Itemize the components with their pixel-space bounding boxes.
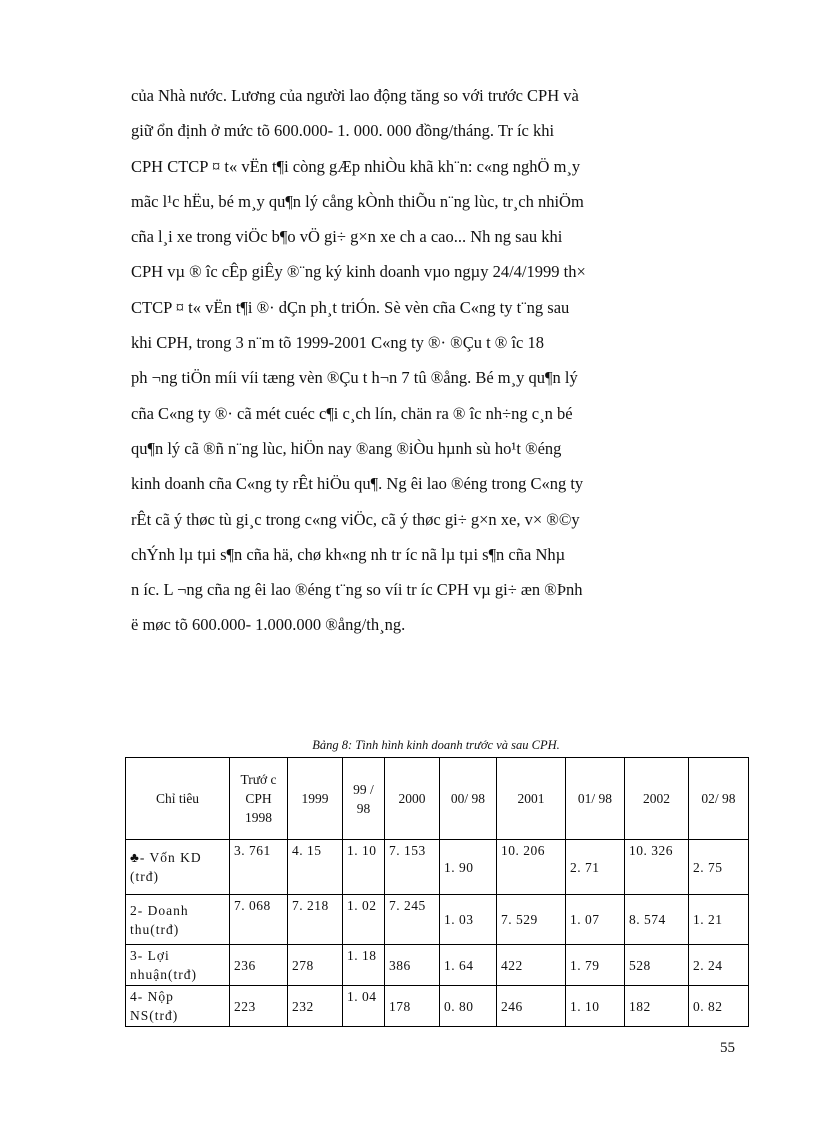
row-label: 3- Lợi nhuận(trđ) xyxy=(126,945,230,986)
business-results-table xyxy=(125,757,749,1027)
table-cell: 2. 24 xyxy=(689,945,749,986)
body-paragraph xyxy=(131,78,743,643)
body-line: khi CPH, trong 3 n¨m tõ 1999-2001 C«ng ty ®· ®Çu t ® îc 18 xyxy=(131,333,544,353)
table-cell: 232 xyxy=(288,986,343,1027)
table-cell: 4. 15 xyxy=(288,840,343,895)
body-line: giữ ổn định ở mức tõ 600.000- 1. 000. 000 đồng/tháng. Tr íc khi xyxy=(131,121,555,141)
row-label: 4- Nộp NS(trđ) xyxy=(126,986,230,1027)
table-cell: 422 xyxy=(497,945,566,986)
column-header: 1999 xyxy=(288,758,343,840)
page-number: 55 xyxy=(720,1040,735,1056)
table-cell: 1. 04 xyxy=(343,986,385,1027)
table-cell: 10. 326 xyxy=(625,840,689,895)
body-line: cña l¸i xe trong viÖc b¶o vÖ gi÷ g×n xe ch a cao... Nh ng sau khi xyxy=(131,227,563,247)
table-cell: 1. 10 xyxy=(566,986,625,1027)
table-cell: 182 xyxy=(625,986,689,1027)
table-cell: 7. 245 xyxy=(385,895,440,945)
table-cell: 1. 79 xyxy=(566,945,625,986)
column-header: 99 / 98 xyxy=(343,758,385,840)
table-cell: 0. 80 xyxy=(440,986,497,1027)
body-line: mãc l¹c hËu, bé m¸y qu¶n lý cång kÒnh thiÕu n¨ng lùc, tr¸ch nhiÖm xyxy=(131,191,584,211)
table-cell: 10. 206 xyxy=(497,840,566,895)
column-header: 01/ 98 xyxy=(566,758,625,840)
table-cell: 386 xyxy=(385,945,440,986)
table-cell: 7. 218 xyxy=(288,895,343,945)
body-line: ë møc tõ 600.000- 1.000.000 ®ång/th¸ng. xyxy=(131,615,406,635)
table-cell: 2. 75 xyxy=(689,840,749,895)
column-header: Trướ c CPH 1998 xyxy=(230,758,288,840)
body-line: chÝnh lµ tµi s¶n cña hä, chø kh«ng nh tr íc nã lµ tµi s¶n cña Nhµ xyxy=(131,544,566,564)
table-cell: 246 xyxy=(497,986,566,1027)
table-cell: 1. 03 xyxy=(440,895,497,945)
body-line: cña C«ng ty ®· cã mét cuéc c¶i c¸ch lín, chän ra ® îc nh÷ng c¸n bé xyxy=(131,403,573,423)
row-label: ♣- Vốn KD (trđ) xyxy=(126,840,230,895)
table-cell: 178 xyxy=(385,986,440,1027)
body-line: rÊt cã ý thøc tù gi¸c trong c«ng viÖc, cã ý thøc gi÷ g×n xe, v× ®©y xyxy=(131,509,580,529)
table-row xyxy=(126,840,749,895)
table-cell: 7. 529 xyxy=(497,895,566,945)
body-line: n íc. L ¬ng cña ng êi lao ®éng t¨ng so víi tr íc CPH vµ gi÷ æn ®Þnh xyxy=(131,580,583,600)
table-cell: 1. 10 xyxy=(343,840,385,895)
row-label: 2- Doanh thu(trđ) xyxy=(126,895,230,945)
table-cell: 0. 82 xyxy=(689,986,749,1027)
column-header: 00/ 98 xyxy=(440,758,497,840)
table-cell: 1. 02 xyxy=(343,895,385,945)
table-cell: 1. 18 xyxy=(343,945,385,986)
table-cell: 2. 71 xyxy=(566,840,625,895)
table-cell: 7. 153 xyxy=(385,840,440,895)
table-cell: 1. 07 xyxy=(566,895,625,945)
body-line: ph ¬ng tiÖn míi víi tæng vèn ®Çu t h¬n 7 tû ®ång. Bé m¸y qu¶n lý xyxy=(131,368,578,388)
body-line: kinh doanh cña C«ng ty rÊt hiÖu qu¶. Ng êi lao ®éng trong C«ng ty xyxy=(131,474,584,494)
table-caption: Bảng 8: Tình hình kinh doanh trước và sau CPH. xyxy=(312,738,560,752)
body-line: CPH vµ ® îc cÊp giÊy ®¨ng ký kinh doanh vµo ngµy 24/4/1999 th× xyxy=(131,262,586,282)
body-line: CPH CTCP ¤ t« vËn t¶i còng gÆp nhiÒu khã kh¨n: c«ng nghÖ m¸y xyxy=(131,156,581,176)
body-line: qu¶n lý cã ®ñ n¨ng lùc, hiÖn nay ®ang ®iÒu hµnh sù ho¹t ®éng xyxy=(131,438,562,458)
table-cell: 223 xyxy=(230,986,288,1027)
table-header-row xyxy=(126,758,749,840)
table-cell: 528 xyxy=(625,945,689,986)
table-row xyxy=(126,986,749,1027)
body-line: của Nhà nước. Lương của người lao động tăng so với trước CPH và xyxy=(131,86,579,105)
table-cell: 1. 90 xyxy=(440,840,497,895)
table-cell: 278 xyxy=(288,945,343,986)
table-cell: 1. 64 xyxy=(440,945,497,986)
table-cell: 1. 21 xyxy=(689,895,749,945)
column-header: 02/ 98 xyxy=(689,758,749,840)
table-cell: 3. 761 xyxy=(230,840,288,895)
column-header: 2000 xyxy=(385,758,440,840)
table-row xyxy=(126,945,749,986)
column-header: 2001 xyxy=(497,758,566,840)
column-header: Chỉ tiêu xyxy=(126,758,230,840)
table-cell: 8. 574 xyxy=(625,895,689,945)
body-line: CTCP ¤ t« vËn t¶i ®· dÇn ph¸t triÓn. Sè vèn cña C«ng ty t¨ng sau xyxy=(131,297,570,317)
table-cell: 7. 068 xyxy=(230,895,288,945)
column-header: 2002 xyxy=(625,758,689,840)
table-row xyxy=(126,895,749,945)
table-cell: 236 xyxy=(230,945,288,986)
